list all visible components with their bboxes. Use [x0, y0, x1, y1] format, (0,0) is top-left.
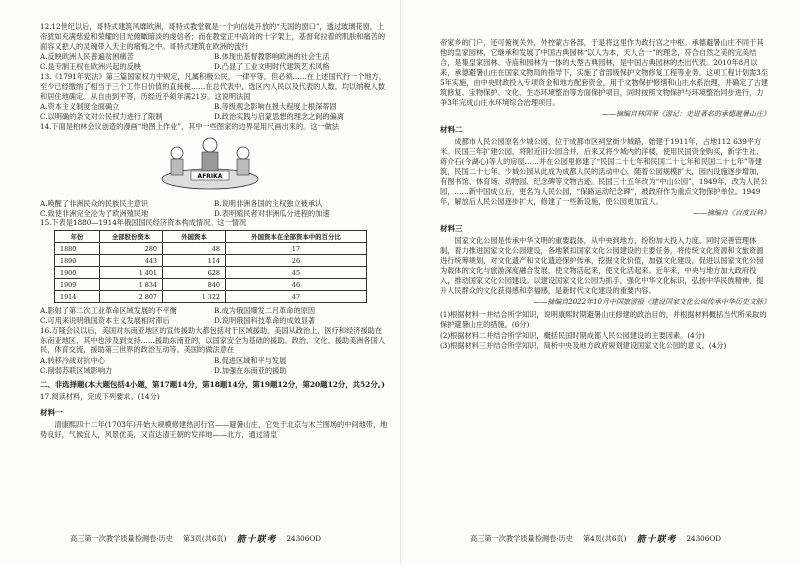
- q12-options: [40, 52, 388, 72]
- q15-option-b: B.成为俄国爆发二月革命的原因: [214, 306, 316, 316]
- q16-option-c: C.削弱苏联区域影响力: [40, 365, 113, 375]
- cartoon-figure-center: [203, 138, 217, 152]
- q17-stem: 17.阅读材料，完成下列要求。(14分): [40, 391, 160, 401]
- table-header-total: 全部股份资本: [100, 231, 163, 243]
- material-1-continued: 帝家乡的门户，还可俯视关外，外控蒙古各部，于是将这里作为政行宫之中枢。承德避暑山庄不同于其他的皇家园林，它继承和发展了中国古典园林“以人为本，天人合一”的理念，符合自然之美的完美结合，是集皇家园林、寺庙和园林为一体的大型古典园林，是中国古典园林的杰出代表。2010年8月以来，承德避暑山庄在国家文物局的指导下，实施了省部级保护文物修复工程等业务。这项工程计划需3至5年实施，由中央财政投入专项资金和地方配套资金，用于文物保护修缮和山庄水系治理，并确定了古建筑修复、宝物保护、文化、生态环境整治等方面保护项目，同时按照文物保护与环境整治同步进行，力争3年完成山庄水环境综合治理项目。: [440, 38, 769, 107]
- q15-option-a: A.影射了第二次工业革命区域发展的不平衡: [40, 306, 177, 316]
- table-cell: 840: [163, 279, 226, 291]
- cartoon-figure-left: [171, 147, 183, 159]
- q16-option-a: A.转移冷战对抗中心: [40, 356, 105, 366]
- q14-stem: 14.下面是柏林会议创造的漫画“地图上作业”，其中一些图家的边界是用尺画出来的。这一做法: [40, 121, 340, 131]
- footer-title: 高三第一次教学质量检测卷·历史: [70, 533, 173, 543]
- page-4: [400, 0, 800, 565]
- cartoon-map-label: AFRIKA: [197, 172, 223, 180]
- section-2-heading: 二、非选择题(本大题包括4小题，第17题14分，第18题14分，第19题12分，第20题12分，共52分。): [40, 379, 385, 389]
- cartoon-figure-right: [237, 147, 249, 159]
- table-cell: 1880: [55, 243, 100, 255]
- table-cell: 628: [163, 267, 226, 279]
- footer-code: 24306OD: [686, 534, 721, 543]
- table-cell: 17: [226, 243, 367, 255]
- table-cell: 280: [100, 243, 163, 255]
- q15-option-d: D.说明俄国科技革命的成效显著: [214, 315, 316, 325]
- table-row: [55, 255, 367, 267]
- table-cell: 1890: [55, 255, 100, 267]
- q14-option-d: D.表明殖民者对非洲瓜分进程的加速: [214, 208, 330, 218]
- table-cell: 45: [226, 267, 367, 279]
- table-row: [55, 291, 367, 303]
- table-cell: 1914: [55, 291, 100, 303]
- material-3-title: 材料三: [440, 224, 463, 233]
- q15-option-c: C.可用来说明俄国资本主义发展相对滞后: [40, 315, 170, 325]
- requirement-3: (3)根据材料三并结合所学知识，简析中央及地方政府规划建设国家文化公园的意义。(4分): [440, 341, 727, 351]
- table-cell: 2 807: [100, 291, 163, 303]
- table-cell: 47: [226, 291, 367, 303]
- q12-option-b: B.体现出基督教影响欧洲的社会生活: [214, 52, 330, 62]
- table-cell: 1 322: [163, 291, 226, 303]
- table-cell: 1909: [55, 279, 100, 291]
- table-header-percent: 外国资本在全部资本中的百分比: [226, 231, 367, 243]
- footer-brand: 箭十联考: [236, 535, 277, 545]
- material-1-title: 材料一: [40, 407, 63, 417]
- q16-option-d: D.加强在东南亚的援助: [214, 365, 287, 375]
- footer-code: 24306OD: [286, 534, 321, 543]
- q13-option-b: B.等级观念影响在报大程度上根深蒂固: [214, 102, 337, 112]
- table-cell: 1 401: [100, 267, 163, 279]
- requirement-2: (2)根据材料二并结合所学知识，概括民国时期成都人民公园建设的主要因素。(4分): [440, 330, 705, 340]
- table-cell: 114: [163, 255, 226, 267]
- q15-options: [40, 306, 388, 326]
- q13-stem: 13.《1791年宪法》第三篇国家权力中规定，凡属积极公民，一律平等，但必须……在上述国代行一个地方，至少已经缴纳了相当于三个工作日价值的直接税……在总代表中，选区内人民以及代表的人数，均以纳税人数和居住地确定。从自由到平等，历经近乎须年满21岁。这说明法国: [40, 71, 386, 101]
- russia-capital-table: [54, 230, 367, 303]
- table-cell: 1900: [55, 267, 100, 279]
- berlin-conference-cartoon: [155, 135, 265, 193]
- table-row: [55, 279, 367, 291]
- q13-option-c: C.以明确的条文对公民权力进行了限制: [40, 112, 163, 122]
- material-3-text: 国家文化公园是传承中华文明的重要载体，从中央到地方，纷纷加大投入力度、同时完善管理体制，着力推进国家文化公园建设，各地紧扣国家文化公园建设的主要任务，将传统文化资源和文旅资源进行统筹规划，对文化遗产和文化遗迹保护传承，挖掘文化价值，加强文化建设，促进以国家文化公园为载体的文化与旅游深度融合发展，使文物活起来，使文化活起来。近年来，中央与地方加大政府投入，推动国家文化公园建设。以建设国家文化公园为抓手，强化中华文化标识，弘扬中华民族精神，提升人民群众的文化获得感和幸福感，是新时代文化建设的重要内容。: [440, 236, 764, 295]
- table-row: [55, 267, 367, 279]
- q16-options: [40, 356, 388, 376]
- q16-option-b: B.促进区域和平与发展: [214, 356, 287, 366]
- table-cell: 443: [100, 255, 163, 267]
- material-2-text: 成都市人民公园原名少城公园，位于成都市区祠堂街少城路，始建于1911年，占地112 639平方米。民国三年扩建公园，将附近旧公园合并，后来又将少城内的洋楼，使用民国资金购买，新学生社、蒋介石(今湖心)等人的房屋……并在公园里修建了“民国二十七年和民国二十七年和民国二十七年”等建筑，民国二十七年。少城公园从此成为成都人民的活动中心，随着公园规模扩大，园内设施逐步增加，有图书馆、体育场、动物园、纪念碑等文物古迹。民国三十五年改为“中山公园”，1949年，改为人民公园，……新中国成立后，更名为人民公园，“保路运动纪念碑”，被政府作为重点文物保护单位。1949年，解放后人民公园逐步扩大，修建了一些新设施，使公园更加宜人。: [440, 137, 768, 206]
- q13-option-d: D.政治实践与启蒙思想的理念之间的偏离: [214, 112, 344, 122]
- table-cell: 48: [163, 243, 226, 255]
- table-header-year: 年份: [55, 231, 100, 243]
- material-2-source: ——摘编自《百度百科》: [693, 209, 770, 217]
- q14-options: [40, 199, 388, 219]
- q15-stem: 15.下表是1880—1914年俄国国民经济资本构成情况。这一情况: [40, 218, 247, 228]
- footer-page: 第4页(共6页): [582, 533, 627, 543]
- q14-option-c: C.致使非洲完全沦为了欧洲殖民地: [40, 208, 149, 218]
- q14-option-a: A.唤醒了非洲民众的民族民主意识: [40, 198, 149, 208]
- material-1-source: ——摘编自林国荣《游记：走进著名的承德避暑山庄》: [602, 110, 770, 118]
- q13-option-a: A.资本主义制度全面确立: [40, 102, 120, 112]
- footer-brand: 箭十联考: [636, 535, 677, 545]
- q12-stem: 12.12世纪以后，哥特式建筑风靡欧洲，哥特式教堂就是一个向信徒开放的“天国的窗口”，透过玻璃花窗，上帝犹如充满慈爱和荣耀的目光俯瞰暗淡的虔信者；而在教堂正中高耸的十字架上，基督耷拉着的肌肤和痛苦的面容又把人的灵魂带入天主的痛悔之中。哥特式建筑在欧洲的流行: [40, 22, 386, 51]
- table-cell: 26: [226, 255, 367, 267]
- footer-page: 第3页(共6页): [182, 533, 227, 543]
- material-1-text: 清康熙四十二年(1703年)开始大规模修建热河行宫——避暑山庄，它处于北京与木兰围场的中间地带，地势良好，气候宜人，风景优美，又直达清王朝的发祥地——北方，通过清皇: [40, 419, 388, 439]
- material-2-title: 材料二: [440, 125, 463, 134]
- table-cell: 46: [226, 279, 367, 291]
- footer-title: 高三第一次教学质量检测卷·历史: [470, 533, 573, 543]
- requirement-1: (1)根据材料一并结合所学知识，说明康熙时期避暑山庄修建的政治目的，并根据材料概括当代所采取的保护避暑山庄的措施。(6分): [440, 310, 767, 329]
- q13-options: [40, 102, 388, 122]
- q12-option-a: A.反映欧洲人民普遍贫困痛苦: [40, 52, 134, 62]
- table-row: [55, 243, 367, 255]
- page-3-footer: [70, 532, 321, 545]
- table-header-row: [55, 231, 367, 243]
- table-cell: 1 834: [100, 279, 163, 291]
- material-3-source: ——摘编自2022年10月中国旅游报《建设国家文化公园传承中华历史文脉》: [533, 298, 770, 306]
- q12-option-d: D.凸显了工业文明时代建筑艺术风格: [214, 62, 330, 72]
- table-header-foreign: 外国资本: [163, 231, 226, 243]
- q12-option-c: C.是专制王权在欧洲兴起的反映: [40, 62, 141, 72]
- q16-stem: 16.万隆会议以后，美国对东南亚地区的宣传援助大都包括对于区域援助，美国从政治上，医疗和经济援助在东南亚地区，其中也涉及到支持……援助东南亚的，以国家安全为基础的援助。政治、文化、援助美洲各国人民，体育交流，援助第三世界的政治互动等。美国的做法意在: [40, 325, 386, 355]
- q14-option-b: B.说明非洲各国的主权独立被承认: [214, 198, 323, 208]
- page-4-footer: [470, 532, 721, 545]
